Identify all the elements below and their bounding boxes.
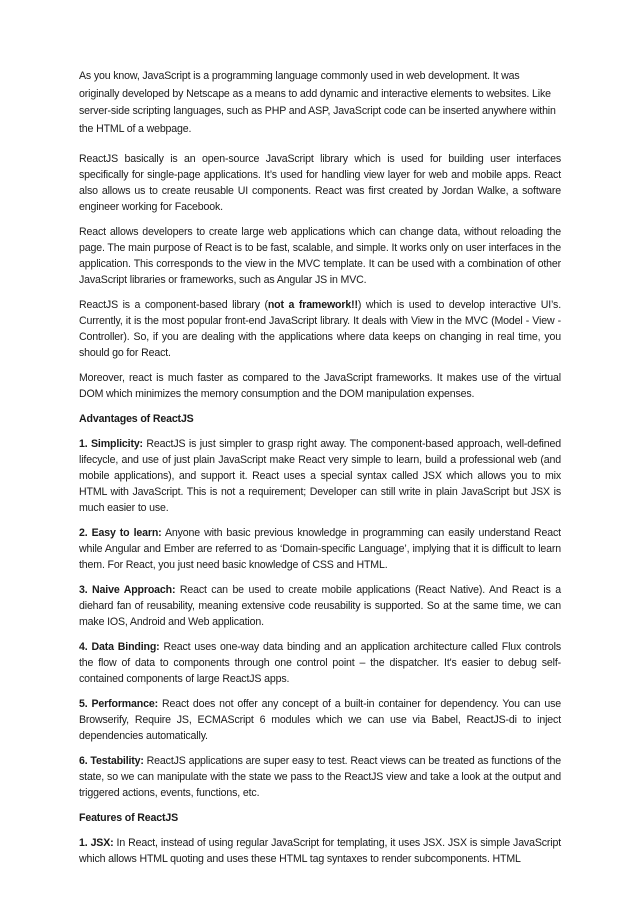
paragraph-text: ) which is used to develop interactive UI’s. Currently, it is the most popular front-end JavaScript library. It deals with View in the MVC (Model - View - Controller). So, if you are dealing with the applications where data keeps on changing in real time, you should go for React. <box>79 299 561 359</box>
advantage-lead: 2. Easy to learn: <box>79 527 162 539</box>
advantage-text: React can be used to create mobile applications (React Native). And React is a diehard fan of reusability, meaning extensive code reusability is supported. So at the same time, we can make IOS, Android and Web application. <box>79 584 561 628</box>
advantage-lead: 3. Naive Approach: <box>79 584 176 596</box>
advantage-text: React uses one-way data binding and an application architecture called Flux controls the flow of data to components through one control point – the dispatcher. It's easier to debug self-contained components of large ReactJS apps. <box>79 641 561 685</box>
advantage-text: React does not offer any concept of a built-in container for dependency. You can use Browserify, Require JS, ECMAScript 6 modules which we can use via Babel, ReactJS-di to inject dependencies automatically. <box>79 698 562 742</box>
paragraph-text: ReactJS is a component-based library ( <box>79 299 268 311</box>
feature-lead: 1. JSX: <box>79 837 114 849</box>
advantage-text: Anyone with basic previous knowledge in programming can easily understand React while Angular and Ember are referred to as ‘Domain-specific Language’, implying that it is difficult to learn them. For React, you just need basic knowledge of CSS and HTML. <box>79 527 561 571</box>
paragraph-react-purpose: React allows developers to create large web applications which can change data, without reloading the page. The main purpose of React is to be fast, scalable, and simple. It works only on user interfaces in the application. This corresponds to the view in the MVC template. It can be used with a combination of other JavaScript libraries or frameworks, such as Angular JS in MVC. <box>79 226 561 286</box>
advantage-item <box>79 525 561 573</box>
advantage-item <box>79 582 561 630</box>
intro-paragraph: As you know, JavaScript is a programming language commonly used in web development. It was originally developed by Netscape as a means to add dynamic and interactive elements to websites. Like server-side scripting languages, such as PHP and ASP, JavaScript code can be inserted anywhere within the HTML of a webpage. <box>79 70 556 135</box>
paragraph-component-based <box>79 297 561 361</box>
emphasis-text: not a framework!! <box>267 299 358 311</box>
advantage-lead: 5. Performance: <box>79 698 158 710</box>
advantage-lead: 1. Simplicity: <box>79 438 143 450</box>
advantage-text: ReactJS is just simpler to grasp right away. The component-based approach, well-defined lifecycle, and use of just plain JavaScript make React very simple to learn, build a professional web (and mobile applications), and support it. React uses a special syntax called JSX which allows you to mix HTML with JavaScript. This is not a requirement; Developer can still write in plain JavaScript but JSX is much easier to use. <box>79 438 561 514</box>
feature-text: In React, instead of using regular JavaScript for templating, it uses JSX. JSX is simple JavaScript which allows HTML quoting and uses these HTML tag syntaxes to render subcomponents. HTML <box>79 837 562 865</box>
section-heading-features: Features of ReactJS <box>79 812 179 824</box>
section-heading-advantages: Advantages of ReactJS <box>79 413 194 425</box>
feature-item <box>79 835 561 867</box>
paragraph-virtual-dom: Moreover, react is much faster as compared to the JavaScript frameworks. It makes use of the virtual DOM which minimizes the memory consumption and the DOM manipulation expenses. <box>79 372 561 400</box>
document-page <box>79 68 561 876</box>
advantage-text: ReactJS applications are super easy to test. React views can be treated as functions of the state, so we can manipulate with the state we pass to the ReactJS view and take a look at the output and triggered actions, events, functions, etc. <box>79 755 561 799</box>
advantage-item <box>79 436 561 516</box>
advantage-lead: 6. Testability: <box>79 755 144 767</box>
advantage-item <box>79 753 561 801</box>
paragraph-reactjs-definition: ReactJS basically is an open-source JavaScript library which is used for building user interfaces specifically for single-page applications. It’s used for handling view layer for web and mobile apps. React also allows us to create reusable UI components. React was first created by Jordan Walke, a software engineer working for Facebook. <box>79 153 561 213</box>
advantage-item <box>79 639 561 687</box>
advantage-item <box>79 696 561 744</box>
advantage-lead: 4. Data Binding: <box>79 641 160 653</box>
